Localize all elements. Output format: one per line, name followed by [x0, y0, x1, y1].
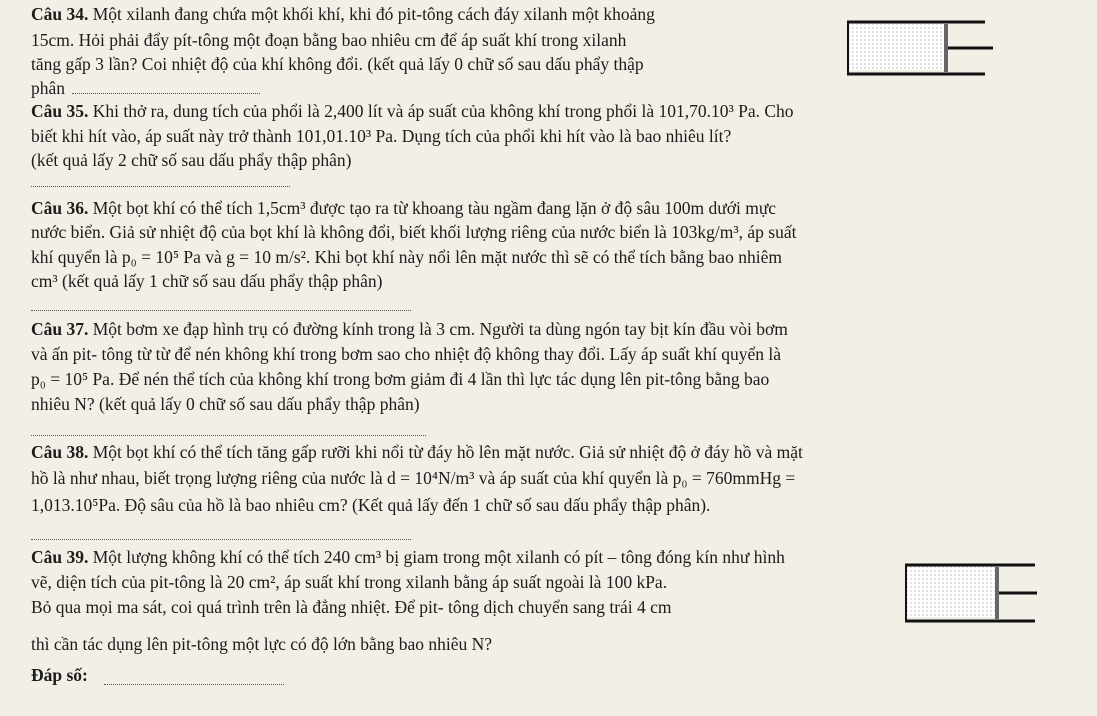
q35-number: Câu 35. [31, 101, 89, 121]
q37-line-4: nhiêu N? (kết quả lấy 0 chữ số sau dấu phẩy thập phân) [31, 394, 420, 414]
q36-line-4: cm³ (kết quả lấy 1 chữ số sau dấu phẩy thập phân) [31, 271, 383, 291]
q36-line-2: nước biển. Giả sử nhiệt độ của bọt khí là không đổi, biết khối lượng riêng của nước biển là 103kg/m³, áp suất [31, 222, 797, 242]
q34-line-2: 15cm. Hỏi phải đẩy pít-tông một đoạn bằng bao nhiêu cm để áp suất khí trong xilanh [31, 30, 627, 50]
q35-answer-blank[interactable] [31, 186, 290, 187]
q39-line-2: vẽ, diện tích của pit-tông là 20 cm², áp suất khí trong xilanh bằng áp suất ngoài là 100 kPa. [31, 572, 668, 592]
q34-cylinder-diagram [843, 14, 995, 84]
q36-answer-blank[interactable] [31, 310, 411, 311]
q35-line-3: (kết quả lấy 2 chữ số sau dấu phẩy thập phân) [31, 150, 352, 170]
q38-line-3: 1,013.10⁵Pa. Độ sâu của hồ là bao nhiêu cm? (Kết quả lấy đến 1 chữ số sau dấu phẩy thập phân). [31, 495, 711, 515]
q37-line-3: p₀ = 10⁵ Pa. Để nén thể tích của không khí trong bơm giảm đi 4 lần thì lực tác dụng lên pit-tông bằng bao [31, 369, 770, 389]
q39-answer-blank[interactable] [104, 684, 284, 685]
q34-line-1: Câu 34. Một xilanh đang chứa một khối khí, khi đó pit-tông cách đáy xilanh một khoảng [31, 4, 655, 24]
q36-line-1: Câu 36. Một bọt khí có thể tích 1,5cm³ được tạo ra từ khoang tàu ngầm đang lặn ở độ sâu 100m dưới mực [31, 198, 777, 218]
q38-line-2: hồ là như nhau, biết trọng lượng riêng của nước là d = 10⁴N/m³ và áp suất của khí quyển là p₀ = 760mmHg = [31, 468, 796, 488]
q36-number: Câu 36. [31, 198, 89, 218]
q39-cylinder-diagram [901, 557, 1041, 629]
q37-line-1: Câu 37. Một bơm xe đạp hình trụ có đường kính trong là 3 cm. Người ta dùng ngón tay bịt kín đầu vòi bơm [31, 319, 788, 339]
q39-line-4: thì cần tác dụng lên pit-tông một lực có độ lớn bằng bao nhiêu N? [31, 634, 492, 654]
q35-line-1: Câu 35. Khi thở ra, dung tích của phổi là 2,400 lít và áp suất của không khí trong phổi là 101,70.10³ Pa. Cho [31, 101, 794, 121]
q39-line-1: Câu 39. Một lượng không khí có thể tích 240 cm³ bị giam trong một xilanh có pít – tông đóng kín như hình [31, 547, 785, 567]
q37-number: Câu 37. [31, 319, 89, 339]
q34-line-3: tăng gấp 3 lần? Coi nhiệt độ của khí không đổi. (kết quả lấy 0 chữ số sau dấu phẩy thập [31, 54, 644, 74]
q34-line-4: phân [31, 78, 66, 98]
q38-number: Câu 38. [31, 442, 89, 462]
q39-line-3: Bỏ qua mọi ma sát, coi quá trình trên là đẳng nhiệt. Để pit- tông dịch chuyển sang trái 4 cm [31, 597, 672, 617]
q37-line-2: và ấn pit- tông từ từ để nén không khí trong bơm sao cho nhiệt độ không thay đổi. Lấy áp suất khí quyển là [31, 344, 781, 364]
q38-line-1: Câu 38. Một bọt khí có thể tích tăng gấp rưỡi khi nổi từ đáy hồ lên mặt nước. Giả sử nhiệt độ ở đáy hồ và mặt [31, 442, 803, 462]
q37-answer-blank[interactable] [31, 435, 426, 436]
q34-number: Câu 34. [31, 4, 89, 24]
q35-line-2: biết khi hít vào, áp suất này trở thành 101,01.10³ Pa. Dụng tích của phổi khi hít vào là bao nhiêu lít? [31, 126, 732, 146]
q39-number: Câu 39. [31, 547, 89, 567]
q34-answer-blank[interactable] [72, 93, 260, 94]
q38-answer-blank[interactable] [31, 539, 411, 540]
q36-line-3: khí quyển là p₀ = 10⁵ Pa và g = 10 m/s². Khi bọt khí này nổi lên mặt nước thì sẽ có thể tích bằng bao nhiêm [31, 247, 782, 267]
q39-answer-label: Đáp số: [31, 665, 88, 685]
